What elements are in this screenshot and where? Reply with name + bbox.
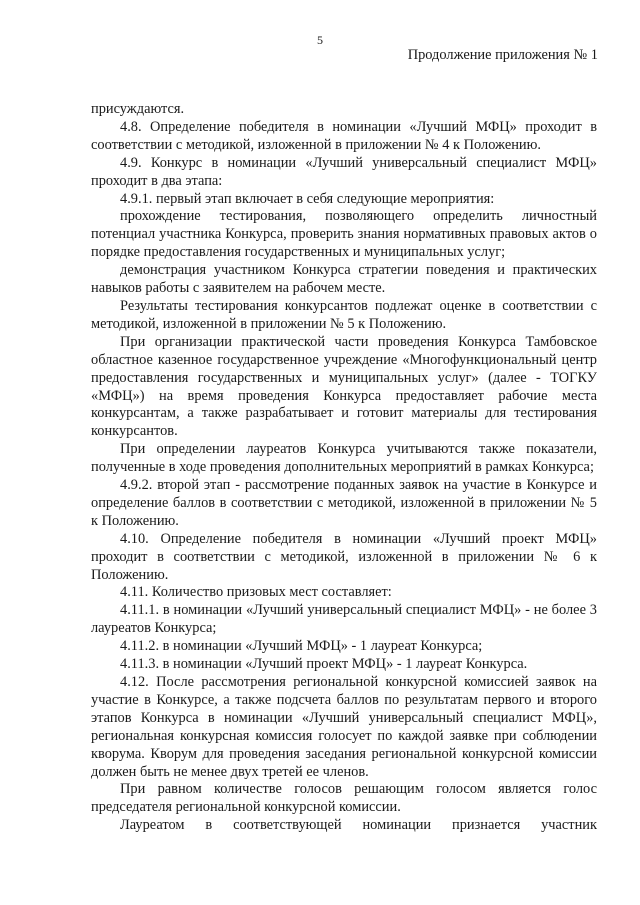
paragraph-4-11-3: 4.11.3. в номинации «Лучший проект МФЦ» - 1 лауреат Конкурса. xyxy=(120,656,528,673)
paragraph-demonstration: демонстрация участником Конкурса стратегии поведения и практических навыков работы с заявителем на рабочем месте. xyxy=(91,262,597,297)
paragraph-4-9-1: 4.9.1. первый этап включает в себя следующие мероприятия: xyxy=(120,190,495,207)
paragraph-continuation: присуждаются. xyxy=(91,101,185,117)
paragraph-laureates-indicators: При определении лауреатов Конкурса учитываются также показатели, полученные в ходе проведения дополнительных мероприятий в рамках Конкурса; xyxy=(91,441,597,476)
paragraph-4-8: 4.8. Определение победителя в номинации «Лучший МФЦ» проходит в соответствии с методикой, изложенной в приложении № 4 к Положению. xyxy=(91,118,597,153)
paragraph-4-12: 4.12. После рассмотрения региональной конкурсной комиссией заявок на участие в Конкурсе, а также подсчета баллов по результатам первого и второго этапов Конкурса в номинации «Лучший универсальный специалист МФЦ», региональная конкурсная комиссия голосует по каждой заявке при соблюдении кворума. Кворум для проведения заседания региональной конкурсной комиссии должен быть не менее двух третей ее членов. xyxy=(91,674,597,780)
paragraph-4-11-2: 4.11.2. в номинации «Лучший МФЦ» - 1 лауреат Конкурса; xyxy=(120,638,483,655)
paragraph-4-9-2: 4.9.2. второй этап - рассмотрение поданных заявок на участие в Конкурсе и определение баллов в соответствии с методикой, изложенной в приложении № 5 к Положению. xyxy=(91,477,597,529)
annex-continuation-label: Продолжение приложения № 1 xyxy=(407,47,598,63)
page-number: 5 xyxy=(317,33,323,47)
paragraph-testing: прохождение тестирования, позволяющего определить личностный потенциал участника Конкурса, проверить знания нормативных правовых актов о порядке предоставления государственных и муниципальных услуг; xyxy=(91,208,597,261)
paragraph-4-9: 4.9. Конкурс в номинации «Лучший универсальный специалист МФЦ» проходит в два этапа: xyxy=(91,154,597,189)
paragraph-test-results: Результаты тестирования конкурсантов подлежат оценке в соответствии с методикой, изложенной в приложении № 5 к Положению. xyxy=(91,297,597,332)
paragraph-4-11: 4.11. Количество призовых мест составляет: xyxy=(120,584,392,601)
paragraph-4-10: 4.10. Определение победителя в номинации «Лучший проект МФЦ» проходит в соответствии с методикой, изложенной в приложении № 6 к Положению. xyxy=(91,530,597,583)
document-body xyxy=(91,101,597,835)
paragraph-laureate: Лауреатом в соответствующей номинации признается участник xyxy=(120,817,597,834)
paragraph-equal-votes: При равном количестве голосов решающим голосом является голос председателя региональной конкурсной комиссии. xyxy=(91,781,597,816)
paragraph-4-11-1: 4.11.1. в номинации «Лучший универсальный специалист МФЦ» - не более 3 лауреатов Конкурса; xyxy=(91,602,597,637)
paragraph-practical-part: При организации практической части проведения Конкурса Тамбовское областное казенное государственное учреждение «Многофункциональный центр предоставления государственных и муниципальных услуг» (далее - ТОГКУ «МФЦ») на время проведения Конкурса предоставляет рабочие места конкурсантам, а также разрабатывает и готовит материалы для тестирования конкурсантов. xyxy=(91,333,597,440)
